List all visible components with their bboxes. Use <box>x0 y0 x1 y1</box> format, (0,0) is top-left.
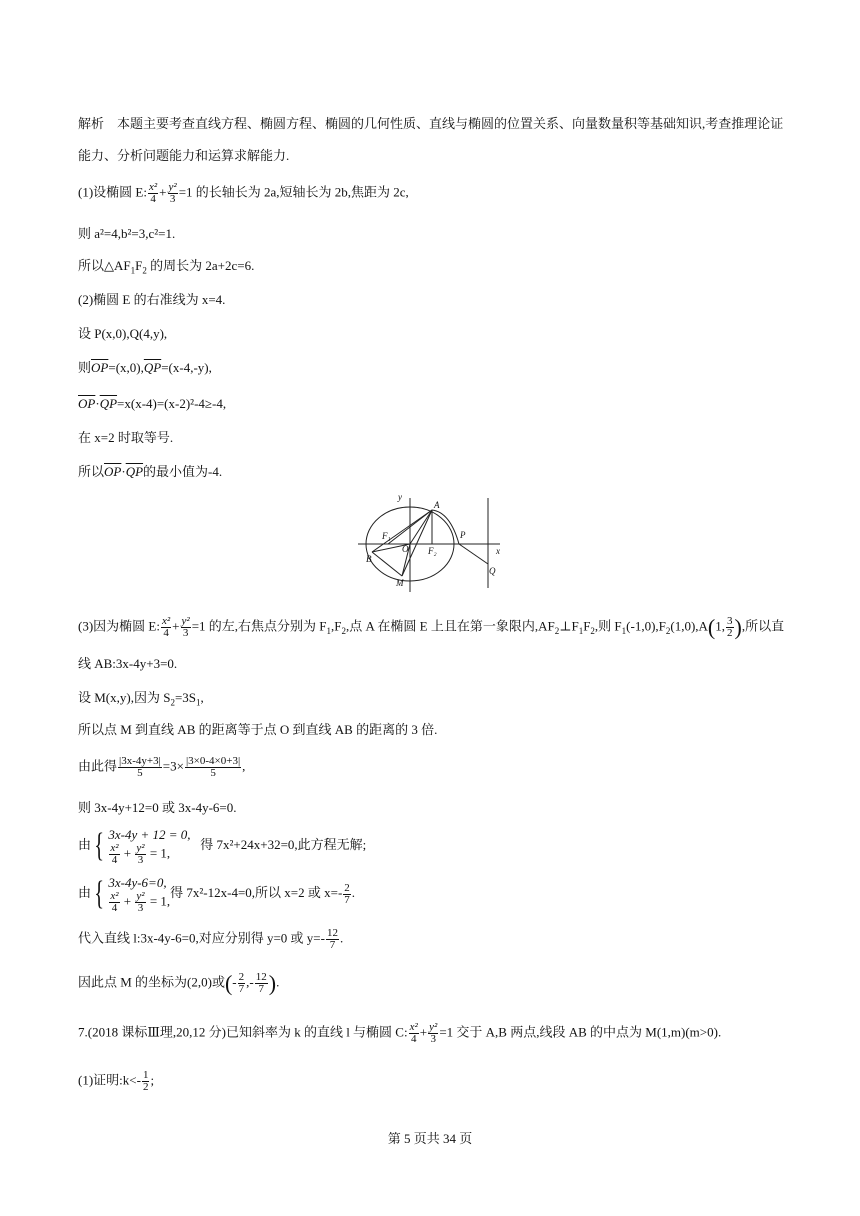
vector-op: $\overline{OP}$ <box>91 360 109 375</box>
F-label: F <box>583 618 591 634</box>
p6-text-b: =(x,0), <box>108 360 144 375</box>
frac-num: y² <box>429 1021 438 1033</box>
q7-1-text: (1)证明:k<- <box>78 1072 141 1088</box>
equals-one: = 1, <box>146 893 171 909</box>
p17-text-b: 得 7x²-12x-4=0,所以 x=2 或 x=- <box>170 884 343 900</box>
p13-text: 所以点 M 到直线 AB 的距离等于点 O 到直线 AB 的距离的 3 倍. <box>78 722 438 737</box>
frac-den: 7 <box>329 939 336 951</box>
fraction-12-7 <box>326 928 339 951</box>
frac-den: 3 <box>137 902 144 914</box>
frac-num: 2 <box>238 971 245 983</box>
frac-num: x² <box>148 181 158 193</box>
label-F2: F₂ <box>428 546 437 556</box>
perp-text: ⊥F <box>559 618 579 634</box>
F-label: F <box>135 258 143 273</box>
frac-den: 3 <box>182 627 189 639</box>
part1-line: (1)设椭圆 E: $\frac{\text{x²}}{4}$ + $\frac{\text{y²}}{3}$ =1 的长轴长为 2a,短轴长为 2b,焦距为 2c, <box>78 181 409 205</box>
plus: + <box>120 845 135 861</box>
sub: 2 <box>665 626 671 637</box>
equals-one: = 1, <box>146 845 171 861</box>
frac-den: 7 <box>238 983 245 995</box>
three-times: =3× <box>162 758 184 774</box>
fraction-x2-4 <box>148 182 158 205</box>
analysis-label: 解析 <box>78 116 105 131</box>
frac-num: x² <box>110 842 119 854</box>
frac-den: 7 <box>258 983 264 995</box>
p10-text-d: ,则 F <box>594 618 622 634</box>
frac-num: x² <box>110 890 119 902</box>
p17-line: 由{ 3x-4y-6=0, $\frac{\text{x²}}{4}$ + $\frac{\text{y²}}{3}$ = 1,得 7x²-12x-4=0,所以 x=2 或 x=- $\frac{2}{7}$ . <box>78 875 356 914</box>
fraction-2-7 <box>343 883 351 906</box>
p1-text-b: =1 的长轴长为 2a,短轴长为 2b,焦距为 2c, <box>178 184 409 200</box>
p6-text-c: =(x-4,-y), <box>161 360 212 375</box>
vector-qp: $\overline{QP}$ <box>143 360 162 375</box>
sub: 2 <box>142 265 147 276</box>
equation-system-1 <box>108 826 190 866</box>
frac-num: |3×0-4×0+3| <box>185 755 241 767</box>
p6-line <box>78 360 212 376</box>
p3-line <box>78 258 254 279</box>
frac-num: 3 <box>727 615 733 627</box>
p7-line <box>78 396 226 412</box>
frac-den: 5 <box>137 767 143 779</box>
vector-qp: $\overline{QP}$ <box>125 464 144 479</box>
p13-line <box>78 722 437 738</box>
sub: 1 <box>196 697 201 708</box>
frac-num: 12 <box>326 927 338 939</box>
p4-line <box>78 292 225 308</box>
bm-segment <box>372 552 402 576</box>
p10-line: (3)因为椭圆 E: $\frac{\text{x²}}{4}$ + $\frac{\text{y²}}{3}$ =1 的左,右焦点分别为 $F_1,F_2$,点 A 在椭圆 E 上且在第一象限内$,AF_2\perp F_1F_2$,则 $F_1(-1,0),F_2(1,0),A(1$, $\frac{3}{2}$ ),所以直 <box>78 614 785 640</box>
p9-text-a: 所以 <box>78 464 105 479</box>
F-label: F <box>334 618 342 634</box>
plus: + <box>120 893 135 909</box>
p7-text-b: =x(x-4)=(x-2)²-4≥-4, <box>117 396 227 411</box>
system-eq-1: 3x-4y-6=0, <box>108 875 167 890</box>
frac-num: |3x-4y+3| <box>119 755 161 767</box>
frac-den: 4 <box>150 193 156 205</box>
vector-op: $\overline{OP}$ <box>78 396 96 411</box>
ap-segment <box>432 510 459 544</box>
q7-text-b: =1 交于 A,B 两点,线段 AB 的中点为 M(1,m)(m>0). <box>439 1024 722 1040</box>
q7-1-line: (1)证明:k<- $\frac{1}{2}$ ; <box>78 1069 155 1093</box>
ellipse-figure <box>354 492 504 592</box>
sub: 1 <box>578 626 584 637</box>
sub: 2 <box>554 626 560 637</box>
p1-text-a: (1)设椭圆 E: <box>78 184 147 200</box>
p12-text-b: =3S <box>174 690 197 705</box>
label-O: O <box>402 544 409 554</box>
sub: 1 <box>130 265 136 276</box>
fraction-y2-3 <box>428 1022 438 1045</box>
p14-text-a: 由此得 <box>78 758 118 774</box>
p18-line: 代入直线 l:3x-4y-6=0,对应分别得 y=0 或 y=- $\frac{12}{7}$ . <box>78 927 344 951</box>
frac-num: 12 <box>255 971 267 983</box>
frac-den: 4 <box>111 902 118 914</box>
p10-text-c: ,点 A 在椭圆 E 上且在第一象限内,AF <box>345 618 555 634</box>
label-A: A <box>434 500 440 510</box>
p10-text-b: =1 的左,右焦点分别为 F <box>191 618 327 634</box>
p3-text-b: 的周长为 2a+2c=6. <box>150 258 255 273</box>
p16-line: 由{ 3x-4y + 12 = 0, $\frac{\text{x²}}{4}$ + $\frac{\text{y²}}{3}$ = 1, 得 7x²+24x+32=0,此方程无解; <box>78 827 367 866</box>
label-P: P <box>460 530 466 540</box>
p9-text-b: 的最小值为-4. <box>143 464 223 479</box>
frac-den: 2 <box>727 627 733 639</box>
sub: 1 <box>621 626 627 637</box>
p10-text-a: (3)因为椭圆 E: <box>78 618 160 634</box>
p5-text: 设 P(x,0),Q(4,y), <box>78 326 168 341</box>
system-eq-1: 3x-4y + 12 = 0, <box>108 827 191 842</box>
sub: 1 <box>326 626 331 637</box>
sub: 2 <box>170 697 175 708</box>
analysis-text-2: 能力、分析问题能力和运算求解能力. <box>78 148 290 163</box>
analysis-line-1 <box>78 116 783 132</box>
p2-line <box>78 226 175 242</box>
p15-line <box>78 800 236 816</box>
fraction-y2-3 <box>168 182 178 205</box>
frac-num: 2 <box>344 881 350 894</box>
page-footer: 第 5 页共 34 页 <box>387 1131 473 1146</box>
fraction-x2-4 <box>409 1022 419 1045</box>
p19-line: 因此点 M 的坐标为(2,0)或(- $\frac{2}{7}$ ,- $\frac{12}{7}$ ). <box>78 970 280 996</box>
frac-den: 3 <box>169 193 176 205</box>
analysis-text: 本题主要考查直线方程、椭圆方程、椭圆的几何性质、直线与椭圆的位置关系、向量数量积等基础知识,考查推理论证 <box>117 116 784 131</box>
p6-text-a: 则 <box>78 360 92 375</box>
p4-text: (2)椭圆 E 的右准线为 x=4. <box>78 292 226 307</box>
p2-text: 则 a²=4,b²=3,c²=1. <box>78 226 176 241</box>
fraction-x2-4 <box>161 616 171 639</box>
pq-segment <box>459 544 488 564</box>
p18-text-a: 代入直线 l:3x-4y-6=0,对应分别得 y=0 或 y=- <box>78 930 325 946</box>
frac-num: x² <box>161 615 171 627</box>
frac-num: y² <box>136 890 145 902</box>
vector-qp: $\overline{QP}$ <box>99 396 118 411</box>
sub: 2 <box>341 626 346 637</box>
p5-line <box>78 326 167 342</box>
dot: · <box>95 396 100 411</box>
frac-num: x² <box>409 1021 418 1033</box>
equation-system-2 <box>108 874 170 914</box>
frac-den: 2 <box>142 1081 149 1093</box>
p12-line: 设 M(x,y),因为 $S_2=3S_1$, <box>78 690 204 708</box>
p14-line: 由此得 $\frac{|3x-4y+3|}{5}$ =3× $\frac{|3\times 0-4\times 0+3|}{5}$ , <box>78 755 246 779</box>
frac-den: 3 <box>430 1033 436 1045</box>
frac-num: y² <box>136 842 145 854</box>
frac-den: 7 <box>344 893 350 906</box>
p8-line <box>78 430 173 446</box>
label-M: M <box>396 578 404 588</box>
vector-op: $\overline{OP}$ <box>104 464 122 479</box>
minus: - <box>232 974 237 990</box>
fraction-1-2 <box>142 1070 150 1093</box>
frac-num: 1 <box>142 1069 149 1081</box>
p12-text-a: 设 M(x,y),因为 S <box>78 690 171 705</box>
comma-minus: ,- <box>246 974 254 990</box>
frac-den: 5 <box>210 767 216 779</box>
q7-text-a: 7.(2018 课标Ⅲ理,20,12 分)已知斜率为 k 的直线 l 与椭圆 C: <box>78 1024 408 1040</box>
coord-one: 1, <box>715 618 725 634</box>
p11-text: 线 AB:3x-4y+3=0. <box>78 656 178 671</box>
dot: · <box>121 464 126 479</box>
fraction-3-2 <box>726 616 734 639</box>
frac-num: y² <box>181 615 190 627</box>
p11-line <box>78 656 177 672</box>
p10-text-f: (1,0),A <box>670 618 708 634</box>
label-Q: Q <box>489 566 496 576</box>
label-F1: F₁ <box>382 531 391 541</box>
frac-den: 4 <box>410 1033 417 1045</box>
p10-text-g: ,所以直 <box>741 618 785 634</box>
q7-line: 7.(2018 课标Ⅲ理,20,12 分)已知斜率为 k 的直线 l 与椭圆 C: $\frac{\text{x²}}{4}$ + $\frac{\text{y²}}{3}$ =1 交于 A,B 两点,线段 AB 的中点为 M(1,m)(m>0). <box>78 1021 722 1045</box>
p15-text: 则 3x-4y+12=0 或 3x-4y-6=0. <box>78 800 237 815</box>
p19-text-a: 因此点 M 的坐标为(2,0)或 <box>78 974 225 990</box>
p9-line <box>78 464 222 480</box>
p3-text-a: 所以△AF <box>78 258 131 273</box>
frac-num: y² <box>168 181 177 193</box>
fraction-distance-1 <box>118 756 162 779</box>
p16-text-b: 得 7x²+24x+32=0,此方程无解; <box>200 836 367 852</box>
fraction-y2-3 <box>181 616 191 639</box>
frac-den: 4 <box>163 627 169 639</box>
fraction-distance-2 <box>185 756 241 779</box>
sub: 2 <box>590 626 595 637</box>
frac-den: 4 <box>111 854 118 866</box>
label-y: y <box>398 492 402 502</box>
p17-text-a: 由 <box>78 884 92 900</box>
p16-text-a: 由 <box>78 836 92 852</box>
oa-segment <box>410 510 432 544</box>
label-B: B <box>366 554 372 564</box>
label-x: x <box>496 546 500 556</box>
analysis-line-2 <box>78 148 289 164</box>
p10-text-e: (-1,0),F <box>626 618 666 634</box>
p8-text: 在 x=2 时取等号. <box>78 430 174 445</box>
frac-den: 3 <box>137 854 144 866</box>
